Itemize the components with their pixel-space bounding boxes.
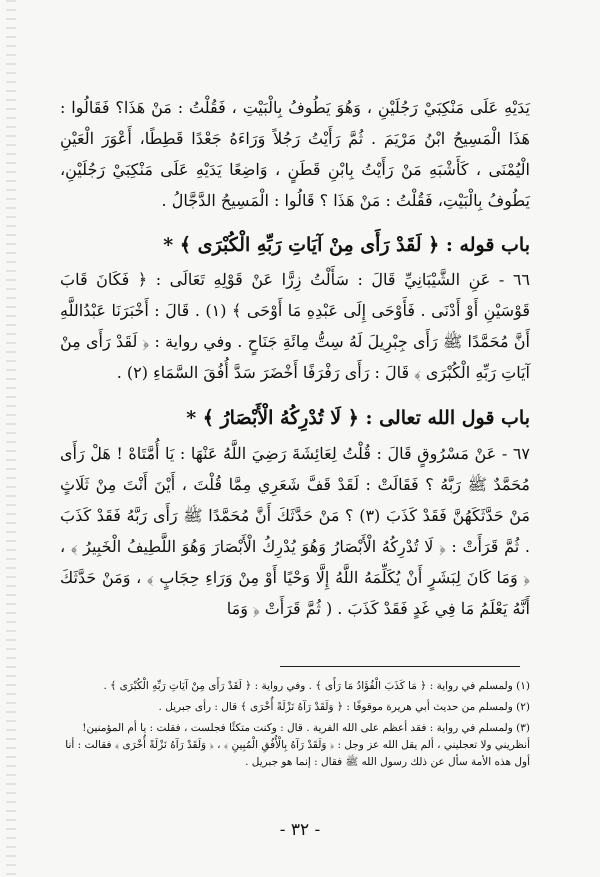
body-text-block-2 bbox=[60, 264, 530, 388]
footnote-3: (٣) ولمسلم في رواية : فقد أعظم على الله الفرية . قال : وكنت متكئًا فجلست ، فقلت : يا أم المؤمنين! أنظريني ولا تعجليني ، ألم يقل الله عز وجل : ﴿ وَلَقَدْ رَآهُ بِالْأُفُقِ الْمُبِينِ ﴾ ، ﴿ وَلَقَدْ رَآهُ نَزْلَةً أُخْرَى ﴾ فقالت : أنا أول هذه الأمة سأل عن ذلك رسول الله ﷺ فقال : إنما هو جبريل . bbox=[65, 722, 530, 768]
footnote-2: (٢) ولمسلم من حديث أبي هريرة موقوفًا : ﴿ وَلَقَدْ رَآهُ نَزْلَةً أُخْرَى ﴾ قال : رأى جبريل . bbox=[158, 701, 530, 713]
scan-edge-artifact bbox=[6, 0, 16, 877]
body-text-block-1 bbox=[60, 92, 530, 216]
body-paragraph-2: ٦٦ - عَنِ الشَّيْبَانِيِّ قَالَ : سَأَلْتُ زِرًّا عَنْ قَوْلِهِ تَعَالَى : ﴿ فَكَانَ قَابَ قَوْسَيْنِ أَوْ أَدْنَى . فَأَوْحَى إِلَى عَبْدِهِ مَا أَوْحَى ﴾ (١) . قَالَ : أَخْبَرَنَا عَبْدُاللَّهِ أَنَّ مُحَمَّدًا ﷺ رَأَى جِبْرِيلَ لَهُ سِتُّ مِائَةِ جَنَاحٍ . وفي رواية : ﴿ لَقَدْ رَأَى مِنْ آيَاتِ رَبِّهِ الْكُبْرَى ﴾ قَالَ : رَأَى رَفْرَفًا أَخْضَرَ سَدَّ أُفُقَ السَّمَاءِ (٢) . bbox=[60, 270, 530, 382]
footnote-1: (١) ولمسلم في رواية : ﴿ مَا كَذَبَ الْفُؤَادُ مَا رَأَى ﴾ . وفي رواية : ﴿ لَقَدْ رَأَى مِنْ آيَاتِ رَبِّهِ الْكُبْرَى ﴾ . bbox=[103, 680, 530, 692]
chapter-heading-2: باب قول الله تعالى : ﴿ لَا تُدْرِكُهُ الْأَبْصَارُ ﴾ * bbox=[186, 407, 530, 429]
body-text-block-3 bbox=[60, 438, 530, 624]
footnote-separator bbox=[280, 666, 520, 667]
page-number: - ٣٢ - bbox=[279, 820, 321, 840]
body-paragraph-3: ٦٧ - عَنْ مَسْرُوقٍ قَالَ : قُلْتُ لِعَائِشَةَ رَضِيَ اللَّهُ عَنْهَا : يَا أُمَّتَاهْ ! هَلْ رَأَى مُحَمَّدٌ ﷺ رَبَّهُ ؟ فَقَالَتْ : لَقَدْ قَفَّ شَعَرِي مِمَّا قُلْتَ ، أَيْنَ أَنْتَ مِنْ ثَلَاثٍ مَنْ حَدَّثَكَهُنَّ فَقَدْ كَذَبَ (٣) ؟ مَنْ حَدَّثَكَ أَنَّ مُحَمَّدًا ﷺ رَأَى رَبَّهُ فَقَدْ كَذَبَ . ثُمَّ قَرَأَتْ : ﴿ لَا تُدْرِكُهُ الْأَبْصَارُ وَهُوَ يُدْرِكُ الْأَبْصَارَ وَهُوَ اللَّطِيفُ الْخَبِيرُ ﴾ ، ﴿ وَمَا كَانَ لِبَشَرٍ أَنْ يُكَلِّمَهُ اللَّهُ إِلَّا وَحْيًا أَوْ مِنْ وَرَاءِ حِجَابٍ ﴾ ، وَمَنْ حَدَّثَكَ أَنَّهُ يَعْلَمُ مَا فِي غَدٍ فَقَدْ كَذَبَ . ( ثُمَّ قَرَأَتْ ﴿ وَمَا bbox=[60, 444, 531, 618]
chapter-heading-1: باب قوله : ﴿ لَقَدْ رَأَى مِنْ آيَاتِ رَبِّهِ الْكُبْرَى ﴾ * bbox=[163, 234, 530, 256]
body-paragraph-1: يَدَيْهِ عَلَى مَنْكِبَيْ رَجُلَيْنِ ، وَهُوَ يَطُوفُ بِالْبَيْتِ ، فَقُلْتُ : مَنْ هَذَا؟ فَقَالُوا : هَذَا الْمَسِيحُ ابْنُ مَرْيَمَ . ثُمَّ رَأَيْتُ رَجُلاً وَرَاءَهُ جَعْدًا قَطِطًا، أَعْوَرَ الْعَيْنِ الْيُمْنَى ، كَأَشْبَهِ مَنْ رَأَيْتُ بِابْنِ قَطَنٍ ، وَاضِعًا يَدَيْهِ عَلَى مَنْكِبَيْ رَجُلَيْنِ، يَطُوفُ بِالْبَيْتِ، فَقُلْتُ : مَنْ هَذَا ؟ قَالُوا : الْمَسِيحُ الدَّجَّالُ . bbox=[60, 98, 530, 210]
